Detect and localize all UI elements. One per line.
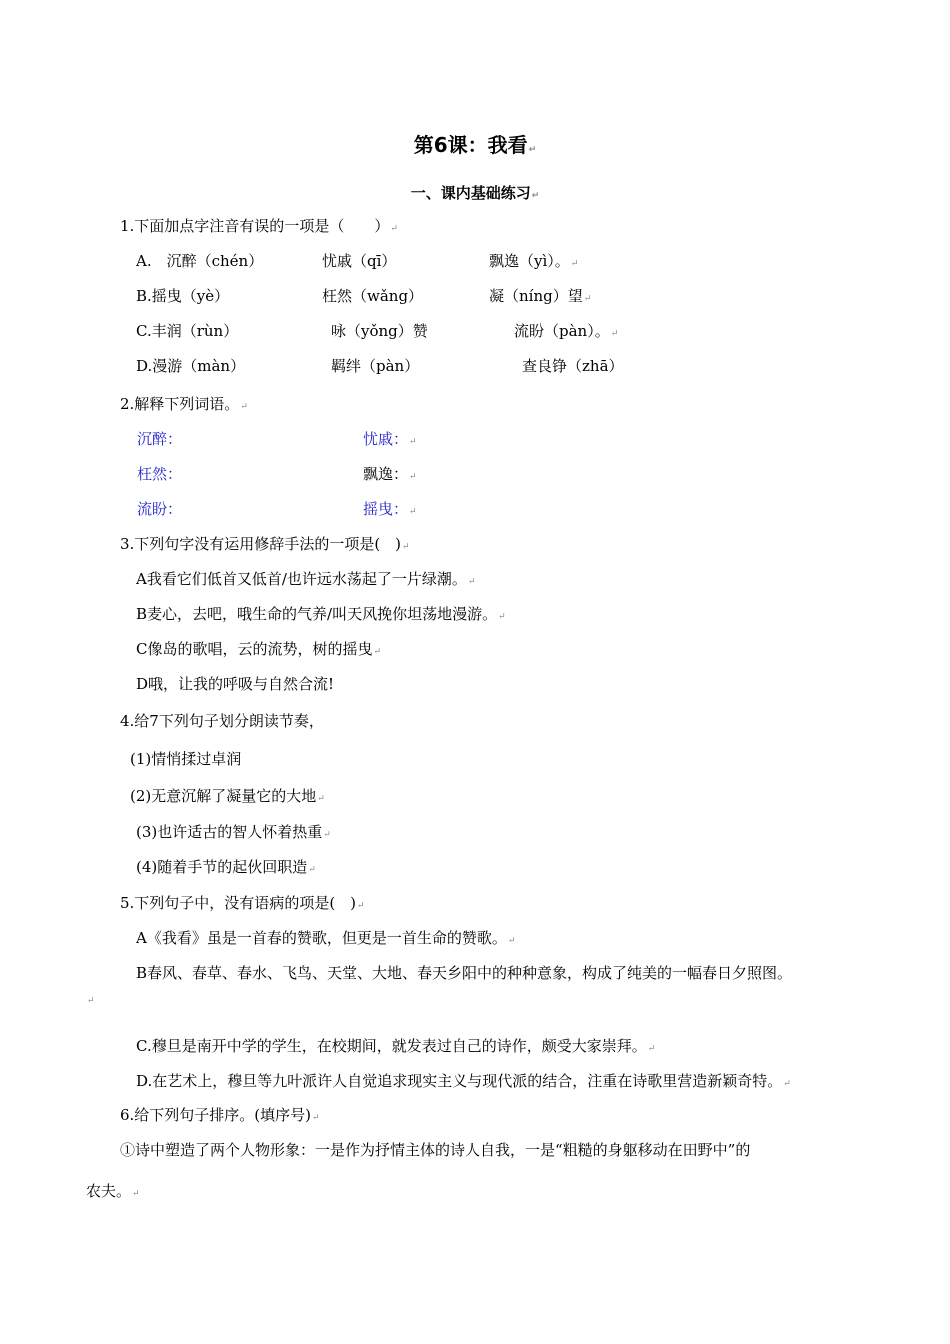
q1-option-d-1: D.漫游（màn） (136, 357, 246, 375)
q1-option-a-3: 飘逸（yì）。↵ (489, 252, 579, 270)
q1-option-b-3: 凝（níng）望↵ (489, 287, 592, 305)
q3-option-a: A我看它们低首又低首/也许远水荡起了一片绿潮。↵ (136, 570, 476, 588)
q4-item-2: (2)无意沉解了凝量它的大地↵ (130, 787, 325, 805)
q4-item-3: (3)也许适古的智人怀着热重↵ (136, 823, 331, 841)
q2-term-6: 摇曳：↵ (363, 500, 417, 518)
q5-option-d: D.在艺术上，穆旦等九叶派许人自觉追求现实主义与现代派的结合，注重在诗歌里营造新颖奇特。↵ (136, 1072, 791, 1090)
q2-term-2: 忧戚：↵ (363, 430, 417, 448)
q1-stem: 1.下面加点字注音有误的一项是（ ）↵ (120, 217, 398, 235)
q1-option-c-3: 流盼（pàn）。↵ (514, 322, 619, 340)
q2-term-4: 飘逸：↵ (363, 465, 417, 483)
q1-option-a-1: A. 沉醉（chén） (136, 252, 264, 270)
q1-option-c-1: C.丰润（rùn） (136, 322, 239, 340)
q3-stem: 3.下列句字没有运用修辞手法的一项是( )↵ (120, 535, 410, 553)
q2-stem: 2.解释下列词语。↵ (120, 395, 248, 413)
paragraph-mark: ↵ (87, 996, 95, 1006)
q4-item-1: (1)情悄揉过卓润 (130, 750, 242, 768)
q5-option-b: B春风、春草、春水、飞鸟、天堂、大地、春天乡阳中的种种意象，构成了纯美的一幅春日夕照图。 (136, 964, 793, 982)
q6-stem: 6.给下列句子排序。(填序号)↵ (120, 1106, 320, 1124)
q1-option-c-2: 咏（yǒng）赞 (331, 322, 428, 340)
q3-option-d: D哦，让我的呼吸与自然合流! (136, 675, 335, 693)
q2-term-1: 沉醉： (137, 430, 183, 448)
q1-option-d-2: 羁绊（pàn） (331, 357, 420, 375)
q5-option-a: A《我看》虽是一首春的赞歌，但更是一首生命的赞歌。↵ (136, 929, 516, 947)
page-title: 第6课：我看↵ (413, 133, 537, 157)
q4-item-4: (4)随着手节的起伙回职造↵ (136, 858, 316, 876)
q1-option-b-2: 枉然（wǎng） (322, 287, 424, 305)
q2-term-5: 流盼： (137, 500, 183, 518)
q2-term-3: 枉然： (137, 465, 183, 483)
q1-option-a-2: 忧戚（qī） (322, 252, 397, 270)
q6-item-1-line-1: ①诗中塑造了两个人物形象：一是作为抒情主体的诗人自我，一是“粗糙的身躯移动在田野中”的 (120, 1141, 751, 1159)
q1-option-b-1: B.摇曳（yè） (136, 287, 230, 305)
section-heading: 一、课内基础练习↵ (410, 184, 540, 202)
q3-option-c: C像岛的歌唱，云的流势，树的摇曳↵ (136, 640, 382, 658)
q3-option-b: B麦心，去吧，哦生命的气养/叫天风挽你坦荡地漫游。↵ (136, 605, 506, 623)
q1-option-d-3: 查良铮（zhā） (522, 357, 624, 375)
q6-item-1-line-2: 农夫。↵ (86, 1182, 140, 1200)
q5-stem: 5.下列句子中，没有语病的项是( )↵ (120, 894, 365, 912)
q4-stem: 4.给7下列句子划分朗读节奏， (120, 712, 324, 730)
q5-option-c: C.穆旦是南开中学的学生，在校期间，就发表过自己的诗作，颇受大家崇拜。↵ (136, 1037, 656, 1055)
